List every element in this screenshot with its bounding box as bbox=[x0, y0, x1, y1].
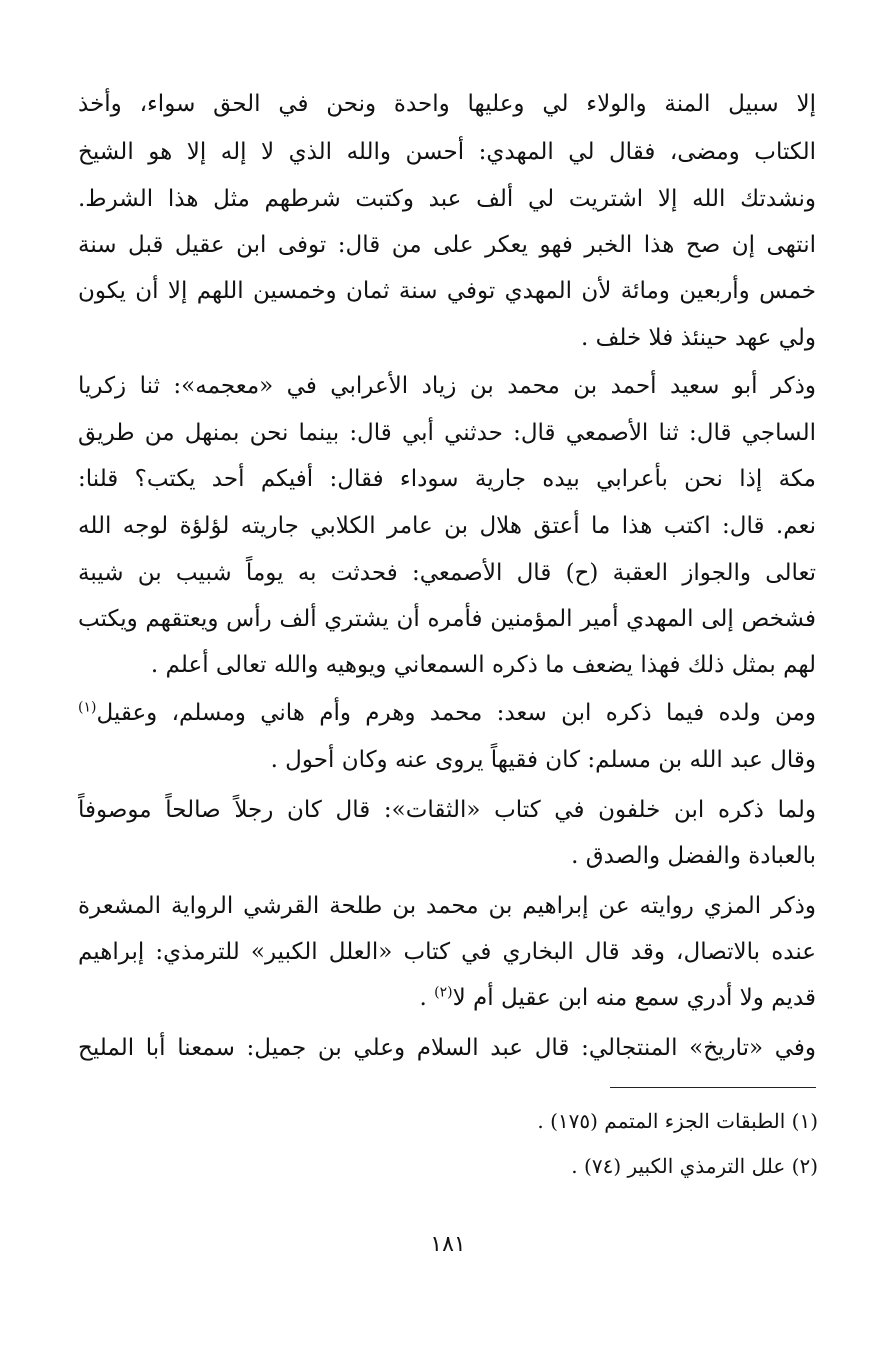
text-line: ولما ذكره ابن خلفون في كتاب «الثقات»: قال كان رجلاً صالحاً موصوفاً bbox=[78, 797, 816, 823]
text-line bbox=[78, 695, 816, 731]
text-line: نعم. قال: اكتب هذا ما أعتق هلال بن عامر الكلابي جاريته لؤلؤة لوجه الله bbox=[78, 513, 816, 539]
text-line: ولي عهد حينئذ فلا خلف . bbox=[580, 325, 816, 351]
footnote: (١) الطبقات الجزء المتمم (١٧٥) . bbox=[537, 1109, 818, 1133]
text-line bbox=[78, 980, 816, 1016]
text-line: مكة إذا نحن بأعرابي بيده جارية سوداء فقال: أفيكم أحد يكتب؟ قلنا: bbox=[78, 466, 816, 492]
text-line: إلا سبيل المنة والولاء لي وعليها واحدة ونحن في الحق سواء، وأخذ bbox=[78, 91, 816, 117]
text-line: وفي «تاريخ» المنتجالي: قال عبد السلام وعلي بن جميل: سمعنا أبا المليح bbox=[78, 1035, 816, 1061]
text-line: عنده بالاتصال، وقد قال البخاري في كتاب «العلل الكبير» للترمذي: إبراهيم bbox=[78, 939, 816, 965]
text-span: ومن ولده فيما ذكره ابن سعد: محمد وهرم وأم هاني ومسلم، وعقيل bbox=[96, 700, 816, 726]
footnote-marker: (٢) bbox=[434, 984, 453, 1001]
text-line: ونشدتك الله إلا اشتريت لي ألف عبد وكتبت شرطهم مثل هذا الشرط. bbox=[78, 186, 816, 212]
text-line: تعالى والجواز العقبة (ح) قال الأصمعي: فحدثت به يوماً شبيب بن شيبة bbox=[78, 560, 816, 586]
text-line: خمس وأربعين ومائة لأن المهدي توفي سنة ثمان وخمسين اللهم إلا أن يكون bbox=[78, 278, 816, 304]
page-number: ١٨١ bbox=[430, 1232, 466, 1257]
text-line: الساجي قال: ثنا الأصمعي قال: حدثني أبي قال: بينما نحن بمنهل من طريق bbox=[78, 420, 816, 446]
footnote-separator bbox=[610, 1087, 816, 1088]
text-span: . bbox=[419, 985, 435, 1011]
text-line: الكتاب ومضى، فقال لي المهدي: أحسن والله الذي لا إله إلا هو الشيخ bbox=[78, 139, 816, 165]
text-line: وذكر المزي روايته عن إبراهيم بن محمد بن طلحة القرشي الرواية المشعرة bbox=[78, 893, 816, 919]
text-span: قديم ولا أدري سمع منه ابن عقيل أم لا bbox=[452, 985, 816, 1011]
text-line: وقال عبد الله بن مسلم: كان فقيهاً يروى عنه وكان أحول . bbox=[270, 747, 816, 773]
text-line: وذكر أبو سعيد أحمد بن محمد بن زياد الأعرابي في «معجمه»: ثنا زكريا bbox=[78, 373, 816, 399]
text-line: فشخص إلى المهدي أمير المؤمنين فأمره أن يشتري ألف رأس ويعتقهم ويكتب bbox=[78, 606, 816, 632]
text-line: بالعبادة والفضل والصدق . bbox=[571, 843, 816, 869]
text-line: لهم بمثل ذلك فهذا يضعف ما ذكره السمعاني ويوهيه والله تعالى أعلم . bbox=[150, 652, 816, 678]
footnote-marker: (١) bbox=[78, 699, 97, 716]
text-line: انتهى إن صح هذا الخبر فهو يعكر على من قال: توفى ابن عقيل قبل سنة bbox=[78, 232, 816, 258]
footnote: (٢) علل الترمذي الكبير (٧٤) . bbox=[571, 1154, 818, 1178]
